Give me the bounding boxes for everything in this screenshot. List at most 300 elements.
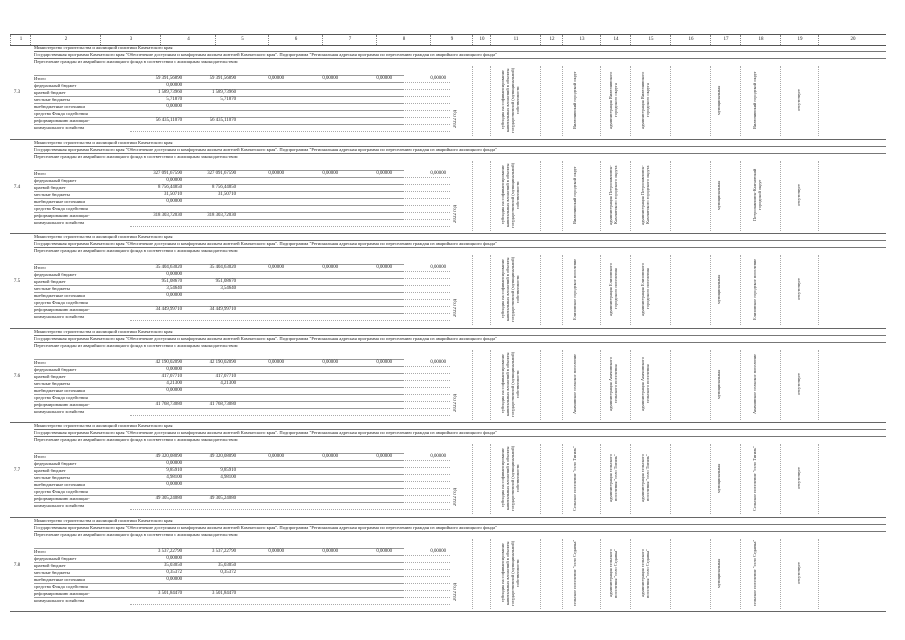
column-separator: [710, 66, 711, 136]
amount-total: 35,03050: [164, 562, 182, 568]
amount-total: 56 435,11070: [155, 118, 182, 123]
row-number: 7.3: [13, 90, 21, 95]
funding-source-label: реформированию жилищно-: [34, 212, 90, 218]
amount-total: 4,21300: [166, 380, 182, 386]
amount-year: 3 501,84470: [212, 590, 236, 596]
funding-source-label: федеральный бюджет: [34, 272, 77, 277]
amount-total: 0,00000: [166, 293, 182, 298]
amount-year-3: 0,00000: [322, 265, 338, 270]
amount-total: 5,71870: [166, 97, 182, 102]
amount-year-2: 0,00000: [268, 454, 284, 459]
row-number: 7.4: [13, 184, 21, 190]
amount-total: 417,07710: [161, 373, 182, 379]
amount-total: 34 449,99710: [155, 307, 182, 312]
program-line: Государственная программа Камчатского края "Обеспечение доступным и комфортным жильем жителей Камчатского края". Подпрограмма "Региональная адресная программа по переселению граждан из аварийного жилищного фонда": [34, 146, 886, 154]
object-location-text: Сельское поселение "село Тигиль": [752, 445, 757, 511]
amount-total: 0,00000: [166, 177, 182, 183]
funding-source-label: реформированию жилищно-: [34, 118, 90, 123]
amount-year-4: 0,00000: [376, 454, 392, 459]
amount-year-5: 0,00000: [430, 454, 446, 459]
funding-source-label: внебюджетные источники: [34, 293, 85, 298]
column-separator: [630, 255, 631, 325]
funding-source-label: местные бюджеты: [34, 286, 70, 291]
amount-total: 9,85910: [166, 468, 182, 473]
funding-source-label: федеральный бюджет: [34, 461, 77, 466]
column-number: 15: [630, 35, 671, 45]
column-separator: [562, 255, 563, 325]
column-number: 8: [376, 35, 431, 45]
subprogram-line: Переселение граждан из аварийного жилищного фонда в соответствии с жилищным законодательством: [34, 248, 238, 253]
funding-source-label: внебюджетные источники: [34, 387, 85, 393]
column-separator: [600, 66, 601, 136]
program-section: [10, 139, 886, 235]
amount-year: 35,03050: [218, 562, 236, 568]
column-separator: [490, 255, 491, 325]
column-separator: [710, 255, 711, 325]
amount-year: 1 589,73960: [212, 90, 236, 95]
column-number: 17: [710, 35, 741, 45]
amount-year: 3 537,22790: [212, 548, 236, 554]
funding-source-label: Итого: [34, 170, 46, 176]
developer-text: администрация сельского поселения "село Тигиль": [640, 454, 650, 502]
object-location-text: Петропавловск-Камчатский городской округ: [752, 168, 762, 221]
column-number: 11: [490, 35, 541, 45]
column-separator: [710, 444, 711, 514]
amount-year: 4,98100: [220, 475, 236, 480]
column-separator: [670, 539, 671, 609]
column-separator: [780, 66, 781, 136]
amount-year: 41 768,73080: [209, 401, 236, 407]
amount-year-3: 0,00000: [322, 454, 338, 459]
column-separator: [670, 255, 671, 325]
row-number: 7.5: [13, 279, 21, 284]
funding-source-label: средства Фонда содействия: [34, 111, 88, 116]
object-location-text: Апачинское сельское поселение: [752, 353, 757, 414]
funding-source-label: коммунального хозяйства: [34, 597, 85, 603]
row-number: 7.7: [13, 468, 21, 473]
column-number: 2: [30, 35, 101, 45]
column-separator: [670, 66, 671, 136]
amount-year: 49 320,08090: [209, 454, 236, 459]
funding-source-label: коммунального хозяйства: [34, 125, 85, 130]
funding-source-label: краевой бюджет: [34, 279, 66, 284]
customer-text: администрация Петропавловск-Камчатского городского округа: [608, 164, 618, 225]
column-number: 18: [740, 35, 781, 45]
amount-total: 0,00000: [166, 272, 182, 277]
funding-source-label: Итого: [34, 359, 46, 365]
amount-total: 31,50710: [164, 191, 182, 197]
amount-total: 327 091,67590: [153, 170, 182, 176]
ministry-line: Министерство строительства и жилищной политики Камчатского края: [34, 44, 886, 52]
column-separator: [540, 66, 541, 136]
column-separator: [490, 350, 491, 420]
funding-source-label: внебюджетные источники: [34, 104, 85, 109]
column-separator: [670, 161, 671, 231]
funding-source-label: Итого: [34, 265, 46, 270]
column-number: 9: [430, 35, 473, 45]
dotted-row-guide: [130, 604, 450, 605]
program-line: Государственная программа Камчатского края "Обеспечение доступным и комфортным жильем жителей Камчатского края". Подпрограмма "Региональная адресная программа по переселению граждан из аварийного жилищного фонда": [34, 429, 886, 437]
column-separator: [818, 255, 819, 325]
amount-year: 417,07710: [215, 373, 236, 379]
column-separator: [780, 255, 781, 325]
funding-source-label: коммунального хозяйства: [34, 503, 85, 508]
object-location-text: Елизовское городское поселение: [752, 258, 757, 320]
funding-source-label: Итого: [34, 454, 46, 459]
column-separator: [600, 350, 601, 420]
subprogram-line: Переселение граждан из аварийного жилищного фонда в соответствии с жилищным законодательством: [34, 153, 238, 159]
column-number: 10: [472, 35, 491, 45]
funding-source-label: коммунального хозяйства: [34, 219, 85, 225]
funding-source-label: коммунального хозяйства: [34, 408, 85, 414]
implementation-year: 2022 год: [453, 487, 458, 506]
amount-year: 34 449,99710: [209, 307, 236, 312]
customer-text: администрация Апачинского сельского поселения: [608, 356, 618, 411]
amount-year-5: 0,00000: [430, 76, 446, 81]
funding-source-label: средства Фонда содействия: [34, 205, 88, 211]
column-number: 16: [670, 35, 711, 45]
mechanism-text: субсидия на софинансирование капитальных вложений в объекты государственной (муниципальной) собственности: [500, 67, 520, 133]
funding-source-label: коммунального хозяйства: [34, 314, 85, 319]
column-separator: [630, 161, 631, 231]
amount-year: 318 303,72030: [207, 212, 236, 218]
funding-source-label: средства Фонда содействия: [34, 394, 88, 400]
amount-total: 1 589,73960: [158, 90, 182, 95]
column-separator: [740, 350, 741, 420]
developer-text: администрация Петропавловск-Камчатского городского округа: [640, 164, 650, 225]
funding-source-label: средства Фонда содействия: [34, 583, 88, 589]
amount-total: 0,00000: [166, 83, 182, 88]
amount-total: 318 303,72030: [153, 212, 182, 218]
amount-year-3: 0,00000: [322, 170, 338, 176]
amount-year: 31,50710: [218, 191, 236, 197]
implementation-year: 2022 год: [453, 393, 458, 412]
object-location-text: сельское поселение "село Седанка": [752, 539, 757, 606]
column-separator: [490, 161, 491, 231]
municipality-text: Апачинское сельское поселение: [572, 353, 577, 414]
dotted-row-guide: [130, 320, 450, 321]
amount-total: 49 320,08090: [155, 454, 182, 459]
column-separator: [780, 350, 781, 420]
ownership-text: муниципальная: [716, 274, 721, 304]
funding-source-label: краевой бюджет: [34, 373, 66, 379]
column-separator: [818, 161, 819, 231]
developer-text: администрация Апачинского сельского поселения: [640, 356, 650, 411]
amount-year: 9,85910: [220, 468, 236, 473]
funding-source-label: реформированию жилищно-: [34, 590, 90, 596]
customer-text: администрация сельского поселения "село Тигиль": [608, 454, 618, 502]
ministry-line: Министерство строительства и жилищной политики Камчатского края: [34, 139, 886, 147]
ministry-line: Министерство строительства и жилищной политики Камчатского края: [34, 233, 886, 241]
program-line: Государственная программа Камчатского края "Обеспечение доступным и комфортным жильем жителей Камчатского края". Подпрограмма "Региональная адресная программа по переселению граждан из аварийного жилищного фонда": [34, 240, 886, 248]
column-separator: [472, 255, 473, 325]
column-number: 3: [100, 35, 161, 45]
municipality-text: Вилючинский городской округ: [572, 165, 577, 224]
implementation-year: 2022 год: [453, 298, 458, 317]
dotted-row-guide: [130, 509, 450, 510]
amount-total: 0,00000: [166, 104, 182, 109]
column-separator: [630, 444, 631, 514]
municipality-text: Вилючинский городской округ: [572, 71, 577, 129]
column-separator: [630, 66, 631, 136]
note-text: отсутствует: [796, 372, 801, 395]
municipality-text: сельское поселение "село Седанка": [572, 539, 577, 606]
dotted-row-guide: [130, 131, 450, 132]
funding-source-label: внебюджетные источники: [34, 576, 85, 582]
amount-year-4: 0,00000: [376, 76, 392, 81]
amount-year: 951,08670: [215, 279, 236, 284]
amount-total: 0,00000: [166, 198, 182, 204]
amount-total: 0,00000: [166, 461, 182, 466]
column-separator: [710, 161, 711, 231]
funding-source-label: местные бюджеты: [34, 569, 70, 575]
column-separator: [630, 350, 631, 420]
note-text: отсутствует: [796, 278, 801, 300]
funding-source-label: местные бюджеты: [34, 97, 70, 102]
ownership-text: муниципальная: [716, 179, 721, 210]
amount-total: 8 756,44850: [158, 184, 182, 190]
column-separator: [540, 350, 541, 420]
amount-year-4: 0,00000: [376, 359, 392, 365]
note-text: отсутствует: [796, 561, 801, 584]
column-separator: [472, 350, 473, 420]
funding-source-label: федеральный бюджет: [34, 366, 77, 372]
amount-total: 0,00000: [166, 366, 182, 372]
municipality-text: Сельское поселение "село Тигиль": [572, 445, 577, 511]
amount-year-2: 0,00000: [268, 265, 284, 270]
column-number: 7: [322, 35, 377, 45]
column-separator: [540, 444, 541, 514]
column-separator: [490, 66, 491, 136]
program-line: Государственная программа Камчатского края "Обеспечение доступным и комфортным жильем жителей Камчатского края". Подпрограмма "Региональная адресная программа по переселению граждан из аварийного жилищного фонда": [34, 335, 886, 343]
customer-text: администрация Елизовского городского поселения: [608, 262, 618, 316]
funding-source-label: краевой бюджет: [34, 562, 66, 568]
amount-year: 8 756,44850: [212, 184, 236, 190]
amount-total: 4,98100: [166, 475, 182, 480]
dotted-row-guide: [130, 226, 450, 227]
amount-total: 0,00000: [166, 576, 182, 582]
amount-total: 0,35372: [166, 569, 182, 575]
amount-year-5: 0,00000: [430, 170, 446, 176]
column-separator: [710, 539, 711, 609]
amount-year-3: 0,00000: [322, 76, 338, 81]
amount-total: 59 391,56890: [155, 76, 182, 81]
funding-source-label: внебюджетные источники: [34, 482, 85, 487]
column-separator: [562, 444, 563, 514]
column-separator: [472, 444, 473, 514]
amount-total: 3,54640: [166, 286, 182, 291]
column-separator: [740, 66, 741, 136]
amount-year: 0,35372: [220, 569, 236, 575]
subprogram-line: Переселение граждан из аварийного жилищного фонда в соответствии с жилищным законодательством: [34, 59, 238, 64]
funding-source-label: местные бюджеты: [34, 475, 70, 480]
column-separator: [540, 539, 541, 609]
funding-source-label: внебюджетные источники: [34, 198, 85, 204]
amount-year: 35 404,63020: [209, 265, 236, 270]
amount-year: 5,71870: [220, 97, 236, 102]
row-number: 7.6: [13, 373, 21, 379]
funding-source-label: федеральный бюджет: [34, 83, 77, 88]
ownership-text: муниципальная: [716, 557, 721, 588]
funding-source-label: Итого: [34, 548, 46, 554]
note-text: отсутствует: [796, 183, 801, 206]
column-number: 4: [160, 35, 216, 45]
column-separator: [562, 350, 563, 420]
implementation-year: 2022 год: [453, 109, 458, 128]
column-separator: [600, 255, 601, 325]
column-separator: [600, 539, 601, 609]
column-separator: [600, 161, 601, 231]
program-section: [10, 517, 886, 613]
funding-source-label: реформированию жилищно-: [34, 401, 90, 407]
ownership-text: муниципальная: [716, 463, 721, 493]
amount-year: 327 091,67590: [207, 170, 236, 176]
implementation-year: 2022 год: [453, 204, 458, 223]
column-number: 5: [215, 35, 269, 45]
ownership-text: муниципальная: [716, 85, 721, 115]
funding-source-label: краевой бюджет: [34, 90, 66, 95]
amount-total: 3 501,84470: [158, 590, 182, 596]
amount-year-3: 0,00000: [322, 548, 338, 554]
amount-year-4: 0,00000: [376, 170, 392, 176]
column-number: 19: [780, 35, 819, 45]
amount-total: 0,00000: [166, 555, 182, 561]
amount-year-5: 0,00000: [430, 265, 446, 270]
column-separator: [562, 66, 563, 136]
column-separator: [780, 444, 781, 514]
funding-source-label: федеральный бюджет: [34, 177, 77, 183]
amount-total: 0,00000: [166, 387, 182, 393]
amount-year-4: 0,00000: [376, 265, 392, 270]
column-separator: [562, 161, 563, 231]
developer-text: администрация Елизовского городского поселения: [640, 262, 650, 316]
note-text: отсутствует: [796, 89, 801, 111]
amount-total: 951,08670: [161, 279, 182, 284]
amount-total: 42 190,02090: [155, 359, 182, 365]
municipality-text: Елизовское городское поселение: [572, 258, 577, 320]
column-separator: [740, 255, 741, 325]
column-number: 14: [600, 35, 631, 45]
amount-year: 59 391,56890: [209, 76, 236, 81]
amount-total: 49 305,24080: [155, 496, 182, 501]
column-separator: [818, 444, 819, 514]
column-number: 13: [562, 35, 601, 45]
column-separator: [490, 444, 491, 514]
amount-total: 3 537,22790: [158, 548, 182, 554]
customer-text: администрация сельского поселения "село Седанка": [608, 548, 618, 598]
column-separator: [540, 161, 541, 231]
row-number: 7.8: [13, 562, 21, 568]
amount-year: 56 435,11070: [209, 118, 236, 123]
funding-source-label: краевой бюджет: [34, 468, 66, 473]
column-separator: [740, 161, 741, 231]
mechanism-text: субсидия на софинансирование капитальных вложений в объекты государственной (муниципальной) собственности: [500, 350, 520, 417]
funding-source-label: местные бюджеты: [34, 380, 70, 386]
column-separator: [780, 539, 781, 609]
amount-year-5: 0,00000: [430, 359, 446, 365]
column-number: 1: [10, 35, 31, 45]
amount-total: 35 404,63020: [155, 265, 182, 270]
column-number: 12: [540, 35, 563, 45]
mechanism-text: субсидия на софинансирование капитальных вложений в объекты государственной (муниципальной) собственности: [500, 539, 520, 606]
funding-source-label: реформированию жилищно-: [34, 496, 90, 501]
ownership-text: муниципальная: [716, 368, 721, 399]
column-separator: [740, 444, 741, 514]
program-section: [10, 44, 886, 140]
program-line: Государственная программа Камчатского края "Обеспечение доступным и комфортным жильем жителей Камчатского края". Подпрограмма "Региональная адресная программа по переселению граждан из аварийного жилищного фонда": [34, 524, 886, 532]
program-section: [10, 422, 886, 518]
column-separator: [472, 161, 473, 231]
developer-text: администрация сельского поселения "село Седанка": [640, 548, 650, 598]
column-number: 6: [268, 35, 323, 45]
column-separator: [670, 444, 671, 514]
column-separator: [540, 255, 541, 325]
column-separator: [818, 539, 819, 609]
customer-text: администрация Вилючинского городского округа: [608, 71, 618, 129]
amount-year-3: 0,00000: [322, 359, 338, 365]
column-separator: [472, 539, 473, 609]
object-location-text: Вилючинский городской округ: [752, 71, 757, 129]
funding-source-label: федеральный бюджет: [34, 555, 77, 561]
funding-source-label: средства Фонда содействия: [34, 489, 88, 494]
mechanism-text: субсидия на софинансирование капитальных вложений в объекты государственной (муниципальной) собственности: [500, 256, 520, 322]
funding-source-label: средства Фонда содействия: [34, 300, 88, 305]
column-separator: [472, 66, 473, 136]
amount-total: 0,00000: [166, 482, 182, 487]
amount-year-2: 0,00000: [268, 170, 284, 176]
ministry-line: Министерство строительства и жилищной политики Камчатского края: [34, 517, 886, 525]
ministry-line: Министерство строительства и жилищной политики Камчатского края: [34, 422, 886, 430]
amount-year-4: 0,00000: [376, 548, 392, 554]
column-separator: [710, 350, 711, 420]
subprogram-line: Переселение граждан из аварийного жилищного фонда в соответствии с жилищным законодательством: [34, 437, 238, 442]
column-separator: [670, 350, 671, 420]
program-section: [10, 328, 886, 424]
column-separator: [818, 66, 819, 136]
program-section: [10, 233, 886, 329]
column-separator: [490, 539, 491, 609]
column-separator: [818, 350, 819, 420]
subprogram-line: Переселение граждан из аварийного жилищного фонда в соответствии с жилищным законодательством: [34, 342, 238, 348]
funding-source-label: Итого: [34, 76, 46, 81]
column-separator: [630, 539, 631, 609]
column-separator: [780, 161, 781, 231]
amount-year: 3,54640: [220, 286, 236, 291]
amount-year-5: 0,00000: [430, 548, 446, 554]
mechanism-text: субсидия на софинансирование капитальных вложений в объекты государственной (муниципальной) собственности: [500, 445, 520, 511]
dotted-row-guide: [130, 415, 450, 416]
column-separator: [600, 444, 601, 514]
amount-total: 41 768,73080: [155, 401, 182, 407]
funding-source-label: краевой бюджет: [34, 184, 66, 190]
amount-year-2: 0,00000: [268, 359, 284, 365]
ministry-line: Министерство строительства и жилищной политики Камчатского края: [34, 328, 886, 336]
implementation-year: 2022 год: [453, 582, 458, 601]
column-number: 20: [818, 35, 887, 45]
note-text: отсутствует: [796, 467, 801, 489]
amount-year: 49 305,24080: [209, 496, 236, 501]
column-separator: [740, 539, 741, 609]
amount-year: 4,21300: [220, 380, 236, 386]
amount-year-2: 0,00000: [268, 76, 284, 81]
column-separator: [562, 539, 563, 609]
funding-source-label: реформированию жилищно-: [34, 307, 90, 312]
mechanism-text: субсидия на софинансирование капитальных вложений в объекты государственной (муниципальной) собственности: [500, 161, 520, 228]
funding-source-label: местные бюджеты: [34, 191, 70, 197]
developer-text: администрация Вилючинского городского округа: [640, 71, 650, 129]
amount-year-2: 0,00000: [268, 548, 284, 554]
amount-year: 42 190,02090: [209, 359, 236, 365]
